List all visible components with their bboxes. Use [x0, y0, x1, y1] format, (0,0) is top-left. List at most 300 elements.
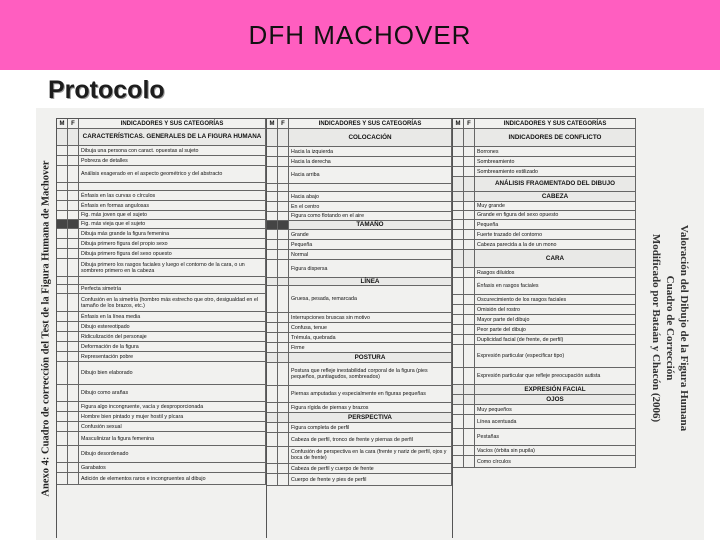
f-cell: [278, 212, 289, 220]
f-cell: [278, 157, 289, 166]
indicator-text: Pequeña: [475, 220, 636, 229]
table-row: [453, 305, 636, 315]
f-cell: [68, 294, 79, 311]
table-row: [57, 402, 266, 412]
m-cell: [57, 362, 68, 384]
m-cell: [453, 395, 464, 404]
page-title: DFH MACHOVER: [248, 19, 472, 50]
indicator-text: Deformación de la figura: [79, 342, 266, 351]
m-cell: [267, 447, 278, 463]
f-cell: [464, 278, 475, 294]
indicator-text: Hacia arriba: [289, 167, 452, 183]
indicator-text: Expresión particular (especificar tipo): [475, 345, 636, 367]
m-cell: [267, 323, 278, 332]
m-cell: [453, 429, 464, 445]
f-cell: F: [464, 119, 475, 128]
m-cell: [57, 146, 68, 155]
f-cell: [464, 395, 475, 404]
indicator-text: Figura como flotando en el aire: [289, 212, 452, 220]
indicator-text: Postura que refleje inestabilidad corporal de la figura (pies pequeños, puntiagudos, sombreados): [289, 363, 452, 385]
m-cell: [57, 239, 68, 248]
f-cell: [68, 422, 79, 431]
table-row: [57, 352, 266, 362]
table-row: [267, 423, 452, 433]
section-row: [453, 129, 636, 147]
f-cell: [68, 322, 79, 331]
f-cell: [68, 412, 79, 421]
m-cell: [267, 167, 278, 183]
m-cell: [453, 167, 464, 176]
table-header-row: [57, 119, 266, 129]
table-row: [453, 157, 636, 167]
f-cell: [464, 385, 475, 394]
table-row: [453, 202, 636, 211]
m-cell: [453, 325, 464, 334]
section-row: [267, 413, 452, 423]
section-row: [453, 177, 636, 192]
indicator-text: Perfecta simetría: [79, 285, 266, 293]
m-cell: [267, 278, 278, 285]
section-row: [453, 250, 636, 268]
indicator-text: Hombre bien pintado y mujer hostil y pícara: [79, 412, 266, 421]
table-row: [57, 332, 266, 342]
indicator-text: EXPRESIÓN FACIAL: [475, 385, 636, 394]
f-cell: [464, 147, 475, 156]
indicator-text: [79, 277, 266, 284]
indicator-text: Pestañas: [475, 429, 636, 445]
f-cell: [278, 250, 289, 259]
m-cell: [453, 211, 464, 219]
table-row: [57, 146, 266, 156]
indicator-text: Cuerpo de frente y pies de perfil: [289, 474, 452, 485]
table-row: [57, 211, 266, 220]
m-cell: [57, 473, 68, 484]
f-cell: [68, 183, 79, 190]
indicator-text: Dibujo bien elaborado: [79, 362, 266, 384]
indicator-text: LÍNEA: [289, 278, 452, 285]
table-row: [267, 286, 452, 313]
m-cell: [267, 413, 278, 422]
indicator-text: Dibujo desordenado: [79, 446, 266, 462]
indicator-text: INDICADORES DE CONFLICTO: [475, 129, 636, 146]
indicator-text: Énfasis en la línea media: [79, 312, 266, 321]
indicator-text: [79, 183, 266, 190]
table-row: [267, 230, 452, 240]
m-cell: [453, 240, 464, 249]
indicator-text: Fuerte trazado del contorno: [475, 230, 636, 239]
m-cell: [57, 259, 68, 276]
table-row: [453, 368, 636, 385]
table-row: [267, 447, 452, 464]
f-cell: [68, 156, 79, 165]
f-cell: [278, 192, 289, 201]
indicator-text: Dibujo estereotipado: [79, 322, 266, 331]
f-cell: [278, 474, 289, 485]
section-row: [453, 385, 636, 395]
indicator-text: TAMAÑO: [289, 221, 452, 229]
f-cell: [68, 473, 79, 484]
f-cell: [464, 405, 475, 414]
f-cell: [68, 166, 79, 182]
table-row: [267, 474, 452, 486]
section-row: [267, 129, 452, 147]
table-row: [453, 167, 636, 177]
m-cell: [267, 157, 278, 166]
table-row: [57, 259, 266, 277]
table-row: [267, 147, 452, 157]
m-cell: [267, 212, 278, 220]
f-cell: [464, 157, 475, 166]
f-cell: [464, 315, 475, 324]
f-cell: [464, 345, 475, 367]
m-cell: [57, 385, 68, 401]
m-cell: [57, 277, 68, 284]
table-row: [57, 220, 266, 229]
indicator-text: CARA: [475, 250, 636, 267]
indicator-text: Muy grande: [475, 202, 636, 210]
table-row: [57, 156, 266, 166]
f-cell: [464, 295, 475, 304]
m-cell: [57, 422, 68, 431]
m-cell: [453, 157, 464, 166]
table-row: [267, 333, 452, 343]
table-row: [57, 191, 266, 201]
indicator-text: Como círculos: [475, 456, 636, 467]
f-cell: [464, 230, 475, 239]
indicator-text: Borrones: [475, 147, 636, 156]
indicator-text: Confusión de perspectiva en la cara (frente y nariz de perfil, ojos y boca de frente): [289, 447, 452, 463]
m-cell: [57, 166, 68, 182]
indicator-text: Cabeza de perfil, tronco de frente y piernas de perfil: [289, 433, 452, 446]
m-cell: [57, 342, 68, 351]
f-cell: [68, 332, 79, 341]
f-cell: [278, 323, 289, 332]
f-cell: [464, 202, 475, 210]
indicator-text: Cabeza parecida a la de un mono: [475, 240, 636, 249]
f-cell: [68, 463, 79, 472]
f-cell: [464, 220, 475, 229]
m-cell: [267, 403, 278, 412]
f-cell: [278, 423, 289, 432]
indicator-text: Énfasis en formas angulosas: [79, 201, 266, 210]
indicator-text: INDICADORES Y SUS CATEGORÍAS: [475, 119, 636, 128]
indicator-text: Expresión particular que refleje preocupación autista: [475, 368, 636, 384]
table-row: [267, 433, 452, 447]
f-cell: [464, 167, 475, 176]
f-cell: [464, 268, 475, 277]
m-cell: [57, 463, 68, 472]
table-row: [57, 239, 266, 249]
f-cell: [278, 363, 289, 385]
page-subtitle: Protocolo: [48, 76, 165, 104]
indicator-text: CABEZA: [475, 192, 636, 201]
m-cell: [57, 201, 68, 210]
indicator-text: Omisión del rostro: [475, 305, 636, 314]
f-cell: [68, 277, 79, 284]
indicator-text: Pobreza de detalles: [79, 156, 266, 165]
m-cell: [267, 423, 278, 432]
f-cell: [68, 352, 79, 361]
f-cell: [278, 403, 289, 412]
m-cell: [453, 315, 464, 324]
f-cell: [464, 240, 475, 249]
table-row: [57, 342, 266, 352]
m-cell: [453, 456, 464, 467]
f-cell: [278, 221, 289, 229]
f-cell: [278, 230, 289, 239]
indicator-text: Sombreamiento estilizado: [475, 167, 636, 176]
f-cell: [278, 167, 289, 183]
table-row: [267, 260, 452, 278]
indicator-text: Figura algo incongruente, vacía y desproporcionada: [79, 402, 266, 411]
table-row: [453, 345, 636, 368]
table-row: [57, 473, 266, 485]
m-cell: [453, 192, 464, 201]
title-banner: [0, 0, 720, 70]
m-cell: [57, 432, 68, 445]
table-row: [57, 201, 266, 211]
indicator-text: Firme: [289, 343, 452, 352]
m-cell: [267, 230, 278, 239]
f-cell: [278, 386, 289, 402]
f-cell: [464, 250, 475, 267]
f-cell: [278, 343, 289, 352]
indicator-text: En el centro: [289, 202, 452, 211]
f-cell: [278, 202, 289, 211]
m-cell: [267, 363, 278, 385]
table-row: [57, 285, 266, 294]
f-cell: [278, 240, 289, 249]
f-cell: [464, 335, 475, 344]
table-row: [267, 363, 452, 386]
m-cell: [57, 191, 68, 200]
side-note: [640, 118, 700, 538]
m-cell: [453, 278, 464, 294]
f-cell: [278, 278, 289, 285]
indicator-text: COLOCACIÓN: [289, 129, 452, 146]
table-row: [57, 312, 266, 322]
m-cell: [453, 129, 464, 146]
indicator-text: Fig. más vieja que el sujeto: [79, 220, 266, 228]
m-cell: [453, 305, 464, 314]
indicator-text: Figura rígida de piernas y brazos: [289, 403, 452, 412]
m-cell: [57, 312, 68, 321]
indicator-text: Hacia la derecha: [289, 157, 452, 166]
table-row: [57, 422, 266, 432]
f-cell: [68, 432, 79, 445]
table-row: [453, 278, 636, 295]
m-cell: [267, 250, 278, 259]
table-row: [57, 446, 266, 463]
indicator-text: Normal: [289, 250, 452, 259]
table-row: [453, 335, 636, 345]
indicator-text: Fig. más joven que el sujeto: [79, 211, 266, 219]
m-cell: [267, 353, 278, 362]
indicator-text: Dibujo como arañas: [79, 385, 266, 401]
table-row: [267, 343, 452, 353]
indicator-text: Énfasis en rasgos faciales: [475, 278, 636, 294]
f-cell: [278, 333, 289, 342]
indicator-text: Énfasis en las curvas o círculos: [79, 191, 266, 200]
f-cell: [464, 415, 475, 428]
table-row: [453, 315, 636, 325]
m-cell: [453, 250, 464, 267]
table-row: [453, 429, 636, 446]
indicator-text: Dibuja primero figura del sexo opuesto: [79, 249, 266, 258]
m-cell: [57, 332, 68, 341]
m-cell: [453, 345, 464, 367]
table-row: [453, 268, 636, 278]
table-row: [453, 147, 636, 157]
table-row: [267, 184, 452, 192]
f-cell: [278, 184, 289, 191]
indicator-text: PERSPECTIVA: [289, 413, 452, 422]
f-cell: [68, 385, 79, 401]
m-cell: [267, 260, 278, 277]
f-cell: [68, 239, 79, 248]
f-cell: [278, 260, 289, 277]
table-row: [57, 432, 266, 446]
m-cell: [57, 402, 68, 411]
m-cell: [453, 202, 464, 210]
f-cell: [464, 325, 475, 334]
table-row: [57, 183, 266, 191]
indicator-text: Trémula, quebrada: [289, 333, 452, 342]
m-cell: [267, 184, 278, 191]
indicator-text: Mayor parte del dibujo: [475, 315, 636, 324]
f-cell: [464, 368, 475, 384]
indicator-text: Duplicidad facial (de frente, de perfil): [475, 335, 636, 344]
m-cell: [267, 129, 278, 146]
m-cell: [57, 220, 68, 228]
f-cell: [68, 229, 79, 238]
m-cell: [453, 230, 464, 239]
m-cell: [267, 474, 278, 485]
m-cell: [267, 221, 278, 229]
f-cell: [68, 191, 79, 200]
indicator-text: Rasgos diluidos: [475, 268, 636, 277]
indicator-text: Cabeza de perfil y cuerpo de frente: [289, 464, 452, 473]
f-cell: F: [278, 119, 289, 128]
m-cell: [267, 464, 278, 473]
indicator-text: Ridiculización del personaje: [79, 332, 266, 341]
indicator-text: Sombreamiento: [475, 157, 636, 166]
f-cell: [464, 446, 475, 455]
indicator-text: Adición de elementos raros e incongruentes al dibujo: [79, 473, 266, 484]
m-cell: [267, 433, 278, 446]
column-1: [56, 118, 266, 538]
f-cell: [278, 147, 289, 156]
f-cell: [68, 259, 79, 276]
table-row: [57, 294, 266, 312]
table-row: [267, 167, 452, 184]
indicator-text: [289, 184, 452, 191]
indicator-text: Representación pobre: [79, 352, 266, 361]
table-row: [57, 362, 266, 385]
indicator-text: Gruesa, pesada, remarcada: [289, 286, 452, 312]
column-2: [266, 118, 452, 538]
m-cell: [57, 129, 68, 145]
table-row: [267, 464, 452, 474]
indicator-text: POSTURA: [289, 353, 452, 362]
section-row: [267, 221, 452, 230]
section-row: [267, 353, 452, 363]
f-cell: [68, 362, 79, 384]
indicator-text: Grande: [289, 230, 452, 239]
f-cell: [278, 433, 289, 446]
table-row: [57, 249, 266, 259]
table-row: [453, 295, 636, 305]
m-cell: [57, 446, 68, 462]
m-cell: [453, 295, 464, 304]
table-row: [267, 386, 452, 403]
f-cell: [68, 285, 79, 293]
m-cell: [267, 313, 278, 322]
f-cell: [68, 129, 79, 145]
indicator-text: Interrupciones bruscas sin motivo: [289, 313, 452, 322]
indicator-text: Figura completa de perfil: [289, 423, 452, 432]
m-cell: [57, 285, 68, 293]
table-header-row: [453, 119, 636, 129]
table-row: [453, 230, 636, 240]
indicator-text: Línea acentuada: [475, 415, 636, 428]
m-cell: [453, 415, 464, 428]
m-cell: [453, 368, 464, 384]
table-header-row: [267, 119, 452, 129]
indicator-text: Dibuja primero figura del propio sexo: [79, 239, 266, 248]
f-cell: F: [68, 119, 79, 128]
m-cell: [453, 268, 464, 277]
m-cell: M: [57, 119, 68, 128]
m-cell: [57, 156, 68, 165]
table-row: [453, 456, 636, 468]
indicator-text: Confusión en la simetría (hombro más estrecho que otro, desigualdad en el tamaño de los brazos, etc.): [79, 294, 266, 311]
m-cell: [57, 211, 68, 219]
indicator-text: Vacíos (órbita sin pupila): [475, 446, 636, 455]
f-cell: [278, 464, 289, 473]
m-cell: [57, 249, 68, 258]
indicator-text: OJOS: [475, 395, 636, 404]
indicator-text: Confusión sexual: [79, 422, 266, 431]
m-cell: [453, 177, 464, 191]
indicator-text: Oscurecimiento de los rasgos faciales: [475, 295, 636, 304]
table-row: [267, 403, 452, 413]
f-cell: [278, 447, 289, 463]
side-note-line-2: Cuadro de Corrección: [664, 275, 677, 381]
table-row: [57, 322, 266, 332]
table-row: [453, 405, 636, 415]
indicator-text: Grande en figura del sexo opuesto: [475, 211, 636, 219]
m-cell: [267, 343, 278, 352]
table-row: [267, 250, 452, 260]
f-cell: [68, 249, 79, 258]
f-cell: [278, 129, 289, 146]
table-row: [453, 415, 636, 429]
table-row: [57, 166, 266, 183]
table-row: [57, 412, 266, 422]
indicator-text: Pequeña: [289, 240, 452, 249]
f-cell: [68, 446, 79, 462]
indicator-text: Masculinizar la figura femenina: [79, 432, 266, 445]
section-row: [57, 129, 266, 146]
indicator-text: Peor parte del dibujo: [475, 325, 636, 334]
m-cell: [267, 386, 278, 402]
f-cell: [68, 211, 79, 219]
table-row: [453, 325, 636, 335]
table-row: [57, 385, 266, 402]
f-cell: [68, 220, 79, 228]
indicator-text: INDICADORES Y SUS CATEGORÍAS: [289, 119, 452, 128]
